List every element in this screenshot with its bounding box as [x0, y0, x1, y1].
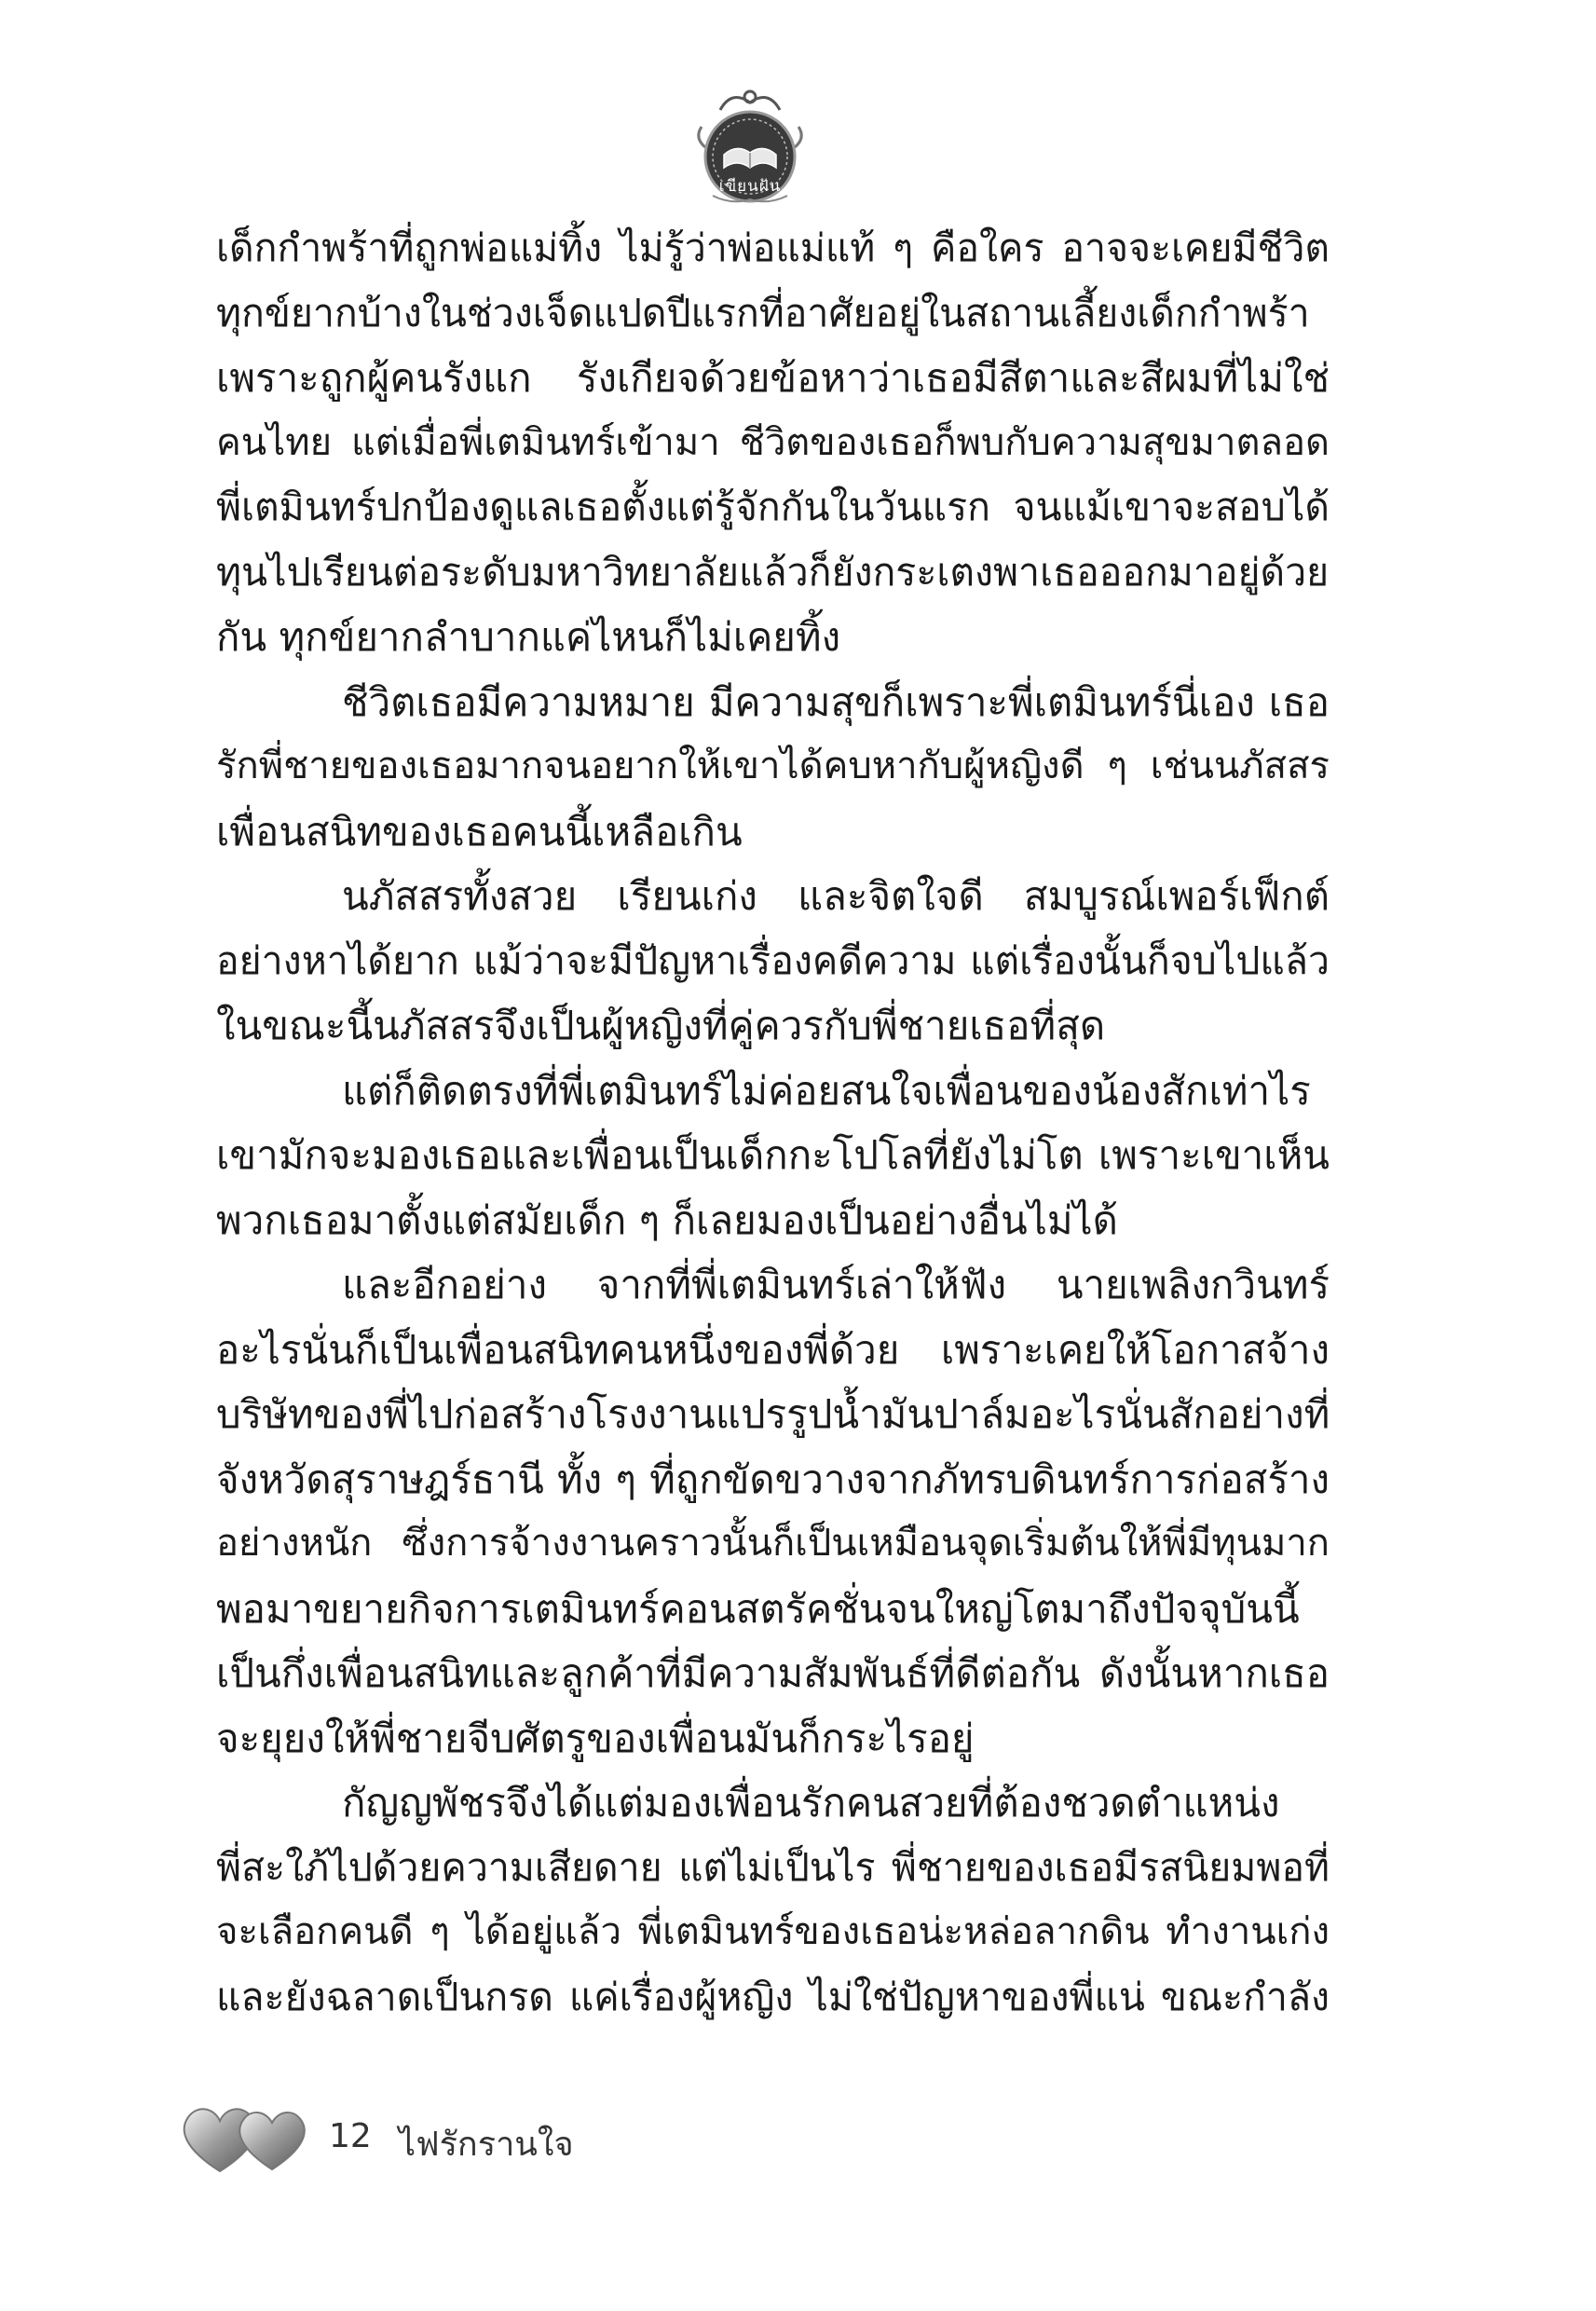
page-number: 12 — [329, 2117, 372, 2155]
text-line: นภัสสรทั้งสวย เรียนเก่ง และจิตใจดี สมบูรณ์เพอร์เฟ็กต์ — [342, 873, 1330, 919]
text-line: อย่างหาได้ยาก แม้ว่าจะมีปัญหาเรื่องคดีความ แต่เรื่องนั้นก็จบไปแล้ว — [216, 937, 1330, 983]
text-line: ทุนไปเรียนต่อระดับมหาวิทยาลัยแล้วก็ยังกระเตงพาเธอออกมาอยู่ด้วย — [216, 549, 1330, 595]
text-line: เด็กกำพร้าที่ถูกพ่อแม่ทิ้ง ไม่รู้ว่าพ่อแม่แท้ ๆ คือใคร อาจจะเคยมีชีวิต — [216, 226, 1330, 270]
text-line: ชีวิตเธอมีความหมาย มีความสุขก็เพราะพี่เตมินทร์นี่เอง เธอ — [342, 678, 1330, 725]
text-line: แต่ก็ติดตรงที่พี่เตมินทร์ไม่ค่อยสนใจเพื่อนของน้องสักเท่าไร — [342, 1067, 1311, 1114]
twin-hearts-icon — [175, 2095, 324, 2179]
text-line: พวกเธอมาตั้งแต่สมัยเด็ก ๆ ก็เลยมองเป็นอย่างอื่นไม่ได้ — [216, 1197, 1118, 1243]
text-line: เขามักจะมองเธอและเพื่อนเป็นเด็กกะโปโลที่ยังไม่โต เพราะเขาเห็น — [216, 1132, 1330, 1178]
text-line: พอมาขยายกิจการเตมินทร์คอนสตรัคชั่นจนใหญ่โตมาถึงปัจจุบันนี้ — [216, 1585, 1300, 1632]
text-line: เพื่อนสนิทของเธอคนนี้เหลือเกิน — [216, 808, 743, 855]
text-line: รักพี่ชายของเธอมากจนอยากให้เขาได้คบหากับผู้หญิงดี ๆ เช่นนภัสสร — [216, 745, 1330, 787]
text-line: กัญญพัชรจึงได้แต่มองเพื่อนรักคนสวยที่ต้องชวดตำแหน่ง — [342, 1780, 1280, 1826]
text-line: และอีกอย่าง จากที่พี่เตมินทร์เล่าให้ฟัง นายเพลิงกวินทร์ — [342, 1262, 1330, 1307]
text-line: พี่สะใภ้ไปด้วยความเสียดาย แต่ไม่เป็นไร พี่ชายของเธอมีรสนิยมพอที่ — [216, 1844, 1330, 1890]
text-line: จังหวัดสุราษฎร์ธานี ทั้ง ๆ ที่ถูกขัดขวางจากภัทรบดินทร์การก่อสร้าง — [216, 1456, 1330, 1502]
text-line: กัน ทุกข์ยากลำบากแค่ไหนก็ไม่เคยทิ้ง — [216, 614, 841, 660]
header-emblem — [685, 82, 815, 212]
text-line: เป็นกึ่งเพื่อนสนิทและลูกค้าที่มีความสัมพันธ์ที่ดีต่อกัน ดังนั้นหากเธอ — [216, 1650, 1330, 1696]
text-line: บริษัทของพี่ไปก่อสร้างโรงงานแปรรูปน้ำมันปาล์มอะไรนั่นสักอย่างที่ — [216, 1391, 1330, 1437]
emblem-label: เขียนฝัน — [718, 177, 782, 196]
text-line: จะยุยงให้พี่ชายจีบศัตรูของเพื่อนมันก็กระไรอยู่ — [216, 1715, 975, 1761]
text-line: พี่เตมินทร์ปกป้องดูแลเธอตั้งแต่รู้จักกันในวันแรก จนแม้เขาจะสอบได้ — [216, 485, 1330, 529]
text-line: อะไรนั่นก็เป็นเพื่อนสนิทคนหนึ่งของพี่ด้วย เพราะเคยให้โอกาสจ้าง — [216, 1326, 1330, 1373]
book-title: ไฟรักรานใจ — [399, 2126, 574, 2164]
text-line: และยังฉลาดเป็นกรด แค่เรื่องผู้หญิง ไม่ใช่ปัญหาของพี่แน่ ขณะกำลัง — [216, 1974, 1330, 2019]
text-line: จะเลือกคนดี ๆ ได้อยู่แล้ว พี่เตมินทร์ของเธอน่ะหล่อลากดิน ทำงานเก่ง — [216, 1910, 1330, 1953]
text-line: เพราะถูกผู้คนรังแก รังเกียจด้วยข้อหาว่าเธอมีสีตาและสีผมที่ไม่ใช่ — [216, 355, 1330, 401]
page-footer — [175, 2095, 827, 2179]
text-line: ในขณะนี้นภัสสรจึงเป็นผู้หญิงที่คู่ควรกับพี่ชายเธอที่สุด — [216, 1003, 1106, 1048]
text-line: คนไทย แต่เมื่อพี่เตมินทร์เข้ามา ชีวิตของเธอก็พบกับความสุขมาตลอด — [216, 420, 1330, 464]
text-line: อย่างหนัก ซึ่งการจ้างงานคราวนั้นก็เป็นเหมือนจุดเริ่มต้นให้พี่มีทุนมาก — [216, 1522, 1330, 1565]
body-text — [216, 216, 1330, 2030]
text-line: ทุกข์ยากบ้างในช่วงเจ็ดแปดปีแรกที่อาศัยอยู่ในสถานเลี้ยงเด็กกำพร้า — [216, 290, 1310, 335]
